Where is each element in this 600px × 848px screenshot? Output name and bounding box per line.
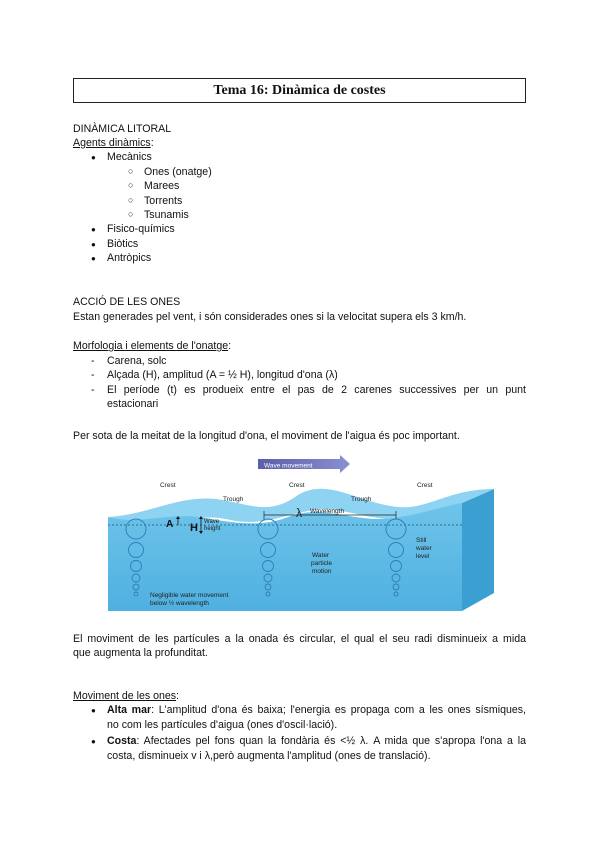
subheading-agents-colon: : (150, 137, 154, 149)
bullet-icon: ● (91, 225, 96, 234)
negligible-label-1: Negligible water movement (150, 592, 229, 599)
trough-label: Trough (223, 496, 244, 503)
alta-mar-continuation: no com les partícules d'aigua (ones d'oscil·lació). (107, 719, 338, 731)
section-heading-accio-ones: ACCIÓ DE LES ONES (73, 296, 181, 308)
costa-text: : Afectades pel fons quan la fondària és <½ λ. A mida que s'apropa l'ona a la (136, 735, 526, 747)
height-label: H (190, 522, 198, 534)
subheading-moviment-ones (73, 690, 179, 702)
list-subitem: Torrents (144, 195, 183, 207)
paragraph-circular-line-2: que augmenta la profunditat. (73, 647, 208, 659)
particle-motion-label-2: particle (311, 560, 332, 567)
subheading-morfologia-colon: : (228, 340, 232, 352)
list-item: Antròpics (107, 252, 152, 264)
wave-diagram (108, 455, 495, 615)
still-water-label-1: Still (416, 537, 427, 544)
subheading-agents-text: Agents dinàmics (73, 137, 151, 149)
amplitude-label: A (166, 519, 174, 530)
subheading-moviment-colon: : (176, 690, 179, 702)
bullet-icon: ● (91, 737, 96, 746)
dash-item: Carena, solc (107, 355, 167, 367)
crest-label: Crest (289, 482, 305, 489)
bullet-icon: ● (91, 254, 96, 263)
bullet-icon: ● (91, 706, 96, 715)
crest-label: Crest (417, 482, 433, 489)
subheading-moviment-text: Moviment de les ones (73, 690, 177, 702)
page-title: Tema 16: Dinàmica de costes (73, 78, 526, 103)
wave-height-label-2: height (204, 526, 221, 532)
dash-item-continuation: estacionari (107, 398, 159, 410)
dash-marker: - (91, 369, 95, 381)
wave-height-label-1: Wave (204, 519, 220, 525)
list-item-costa (107, 735, 526, 747)
dash-marker: - (91, 384, 95, 396)
lambda-symbol: λ (296, 506, 302, 520)
alta-mar-label: Alta mar (107, 704, 152, 716)
list-subitem: Marees (144, 180, 180, 192)
paragraph-circular-line-1: El moviment de les partícules a la onada és circular, el qual el seu radi disminueix a mida (73, 633, 526, 645)
subheading-morfologia-text: Morfologia i elements de l'onatge (73, 340, 229, 352)
dash-item: El període (t) es produeix entre el pas de 2 carenes successives per un punt (107, 384, 526, 396)
crest-label: Crest (160, 482, 176, 489)
list-item-alta-mar (107, 704, 526, 716)
wavelength-label: Wavelength (310, 508, 345, 515)
subheading-agents (73, 137, 154, 149)
costa-label: Costa (107, 735, 137, 747)
dash-marker: - (91, 355, 95, 367)
particle-motion-label-3: motion (312, 568, 332, 575)
bullet-icon: ● (91, 153, 96, 162)
negligible-label-2: below ½ wavelength (150, 600, 209, 607)
dash-item: Alçada (H), amplitud (A = ½ H), longitud d'ona (λ) (107, 369, 338, 381)
list-item: Fisico-químics (107, 223, 175, 235)
wave-movement-label: Wave movement (264, 462, 313, 470)
list-subitem: Ones (onatge) (144, 166, 212, 178)
still-water-label-3: level (416, 553, 430, 560)
circle-bullet-icon: ○ (128, 180, 134, 190)
alta-mar-text: : L'amplitud d'ona és baixa; l'energia es propaga com a les ones sísmiques, (151, 704, 526, 716)
bullet-icon: ● (91, 240, 96, 249)
list-item: Biòtics (107, 238, 139, 250)
still-water-label-2: water (416, 545, 432, 552)
paragraph-below-half-wavelength: Per sota de la meitat de la longitud d'ona, el moviment de l'aigua és poc important. (73, 430, 460, 442)
circle-bullet-icon: ○ (128, 209, 134, 219)
costa-continuation: costa, disminueix v i λ,però augmenta l'amplitud (ones de translació). (107, 750, 431, 762)
particle-motion-label-1: Water (312, 552, 330, 559)
list-subitem: Tsunamis (144, 209, 189, 221)
circle-bullet-icon: ○ (128, 195, 134, 205)
list-item-mecanics: Mecànics (107, 151, 152, 163)
section-heading-dinamica-litoral: DINÀMICA LITORAL (73, 123, 172, 135)
subheading-morfologia (73, 340, 231, 352)
circle-bullet-icon: ○ (128, 166, 134, 176)
trough-label: Trough (351, 496, 372, 503)
paragraph-intro: Estan generades pel vent, i són considerades ones si la velocitat supera els 3 km/h. (73, 311, 467, 323)
